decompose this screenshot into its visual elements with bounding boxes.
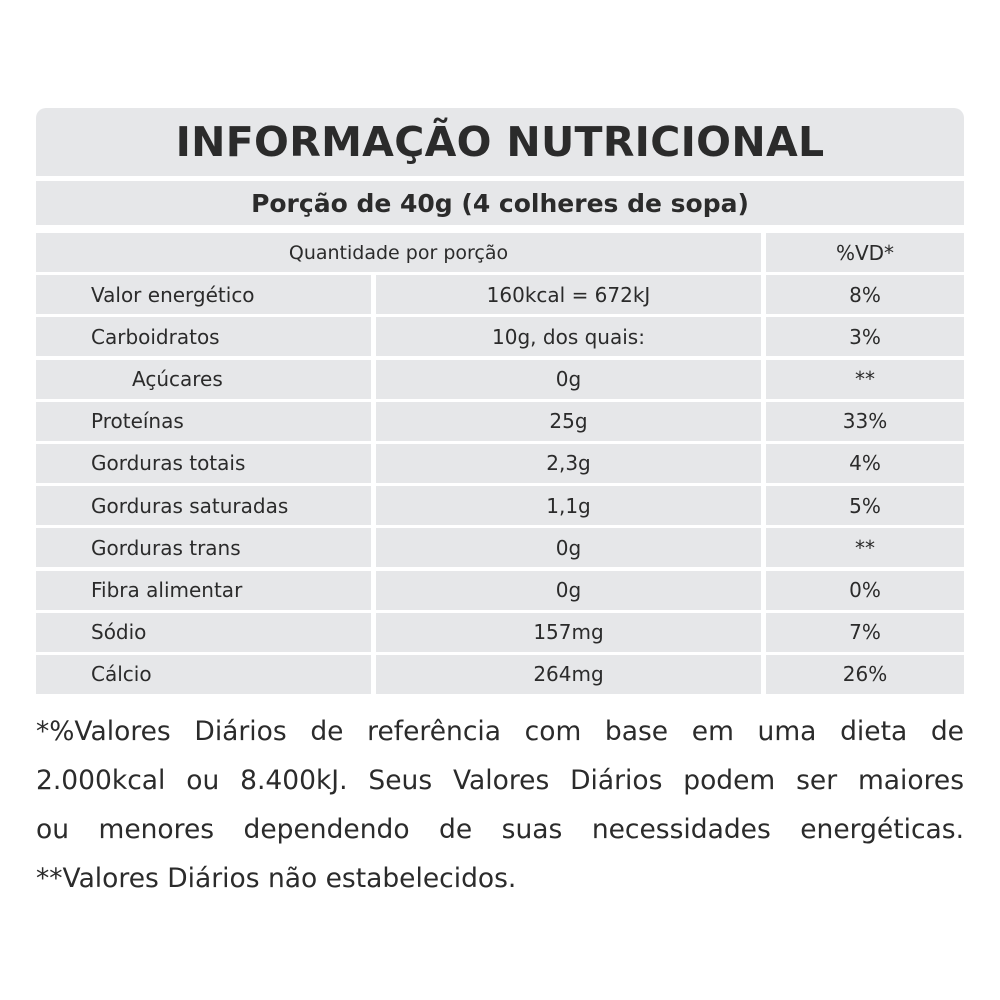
nutrient-name: Carboidratos bbox=[36, 317, 371, 356]
nutrient-amount: 10g, dos quais: bbox=[376, 317, 761, 356]
nutrient-vd: ** bbox=[766, 528, 964, 567]
nutrition-table bbox=[36, 108, 964, 697]
nutrient-amount: 0g bbox=[376, 571, 761, 610]
nutrient-amount: 1,1g bbox=[376, 486, 761, 525]
table-row bbox=[36, 613, 964, 652]
footnote-line: ou menores dependendo de suas necessidades energéticas. bbox=[36, 814, 964, 845]
nutrient-amount: 25g bbox=[376, 402, 761, 441]
nutrient-amount: 157mg bbox=[376, 613, 761, 652]
nutrient-name: Açúcares bbox=[36, 360, 371, 399]
nutrient-name: Proteínas bbox=[36, 402, 371, 441]
table-header-row bbox=[36, 233, 964, 272]
nutrient-amount: 0g bbox=[376, 528, 761, 567]
table-row bbox=[36, 275, 964, 314]
table-row bbox=[36, 402, 964, 441]
footnote-line: **Valores Diários não estabelecidos. bbox=[36, 863, 517, 894]
nutrient-amount: 160kcal = 672kJ bbox=[376, 275, 761, 314]
nutrient-vd: 33% bbox=[766, 402, 964, 441]
table-title: INFORMAÇÃO NUTRICIONAL bbox=[36, 108, 964, 176]
nutrient-name: Sódio bbox=[36, 613, 371, 652]
table-row bbox=[36, 360, 964, 399]
nutrient-vd: 3% bbox=[766, 317, 964, 356]
nutrient-vd: 5% bbox=[766, 486, 964, 525]
nutrient-name: Fibra alimentar bbox=[36, 571, 371, 610]
footnote bbox=[36, 707, 964, 903]
nutrient-vd: 7% bbox=[766, 613, 964, 652]
nutrient-vd: 8% bbox=[766, 275, 964, 314]
header-vd: %VD* bbox=[766, 233, 964, 272]
nutrient-vd: 26% bbox=[766, 655, 964, 694]
table-row bbox=[36, 528, 964, 567]
footnote-line: 2.000kcal ou 8.400kJ. Seus Valores Diários podem ser maiores bbox=[36, 765, 964, 796]
footnote-line: *%Valores Diários de referência com base em uma dieta de bbox=[36, 716, 964, 747]
nutrient-vd: 0% bbox=[766, 571, 964, 610]
nutrient-amount: 0g bbox=[376, 360, 761, 399]
portion-size: Porção de 40g (4 colheres de sopa) bbox=[36, 181, 964, 225]
nutrient-name: Gorduras saturadas bbox=[36, 486, 371, 525]
nutrient-name: Gorduras trans bbox=[36, 528, 371, 567]
table-row bbox=[36, 486, 964, 525]
nutrient-name: Valor energético bbox=[36, 275, 371, 314]
header-quantity: Quantidade por porção bbox=[36, 233, 761, 272]
table-row bbox=[36, 571, 964, 610]
nutrient-name: Gorduras totais bbox=[36, 444, 371, 483]
nutrient-name: Cálcio bbox=[36, 655, 371, 694]
table-row bbox=[36, 317, 964, 356]
nutrient-vd: ** bbox=[766, 360, 964, 399]
nutrient-amount: 2,3g bbox=[376, 444, 761, 483]
table-row bbox=[36, 444, 964, 483]
nutrient-vd: 4% bbox=[766, 444, 964, 483]
nutrient-amount: 264mg bbox=[376, 655, 761, 694]
table-row bbox=[36, 655, 964, 694]
